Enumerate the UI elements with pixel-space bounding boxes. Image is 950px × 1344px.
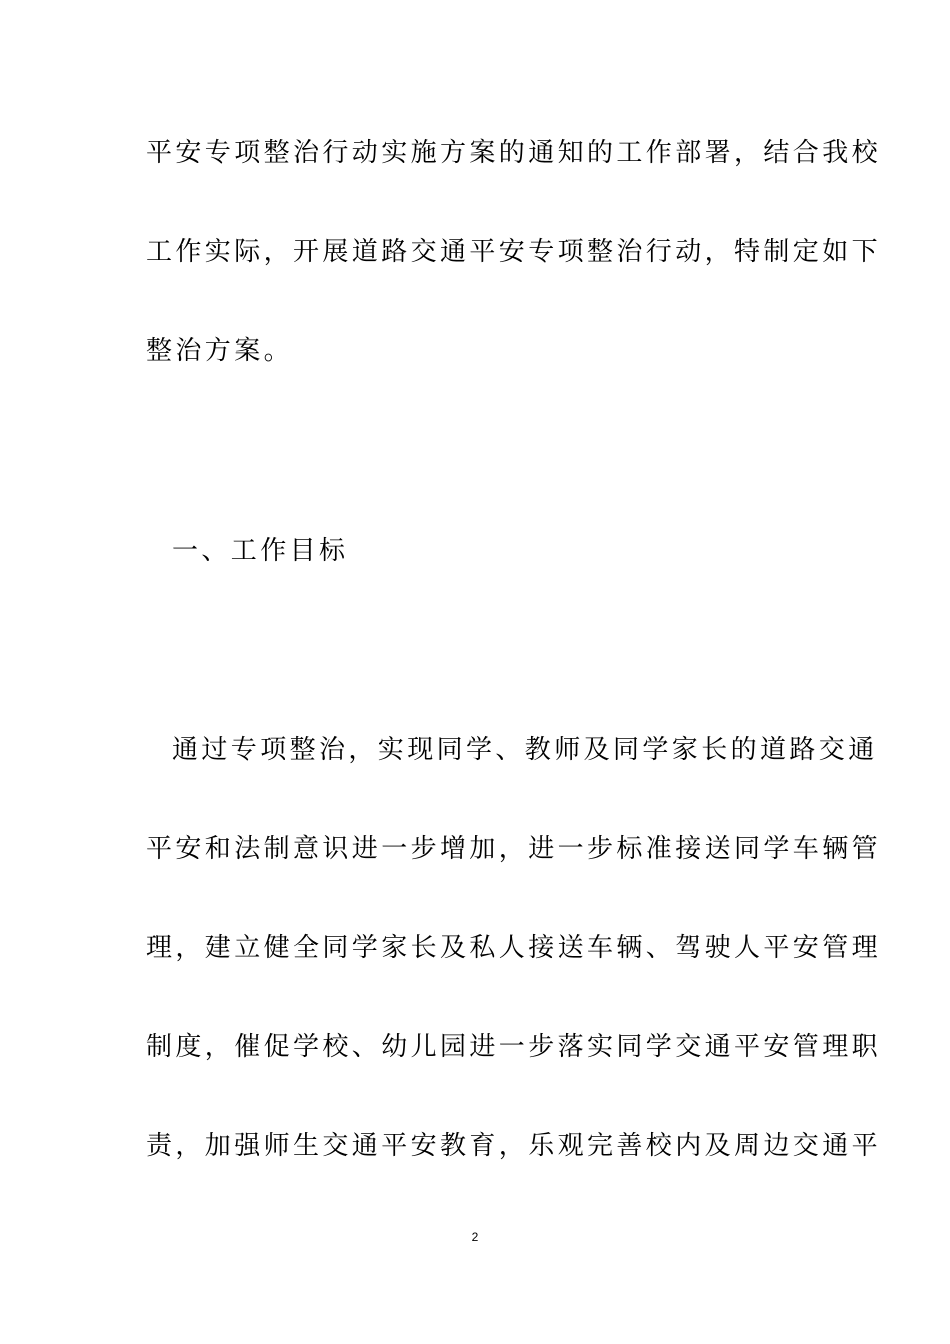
body-line-4: 制度，催促学校、幼儿园进一步落实同学交通平安管理职 [146, 1032, 882, 1062]
intro-line-2: 工作实际，开展道路交通平安专项整治行动，特制定如下 [146, 237, 882, 267]
intro-line-1: 平安专项整治行动实施方案的通知的工作部署，结合我校 [146, 138, 882, 168]
page-number: 2 [471, 1230, 479, 1244]
body-line-1: 通过专项整治，实现同学、教师及同学家长的道路交通 [172, 735, 878, 765]
intro-line-3: 整治方案。 [146, 336, 294, 366]
body-line-5: 责，加强师生交通平安教育，乐观完善校内及周边交通平 [146, 1131, 882, 1161]
section-heading: 一、工作目标 [172, 536, 349, 566]
body-line-3: 理，建立健全同学家长及私人接送车辆、驾驶人平安管理 [146, 933, 882, 963]
body-line-2: 平安和法制意识进一步增加，进一步标准接送同学车辆管 [146, 834, 882, 864]
